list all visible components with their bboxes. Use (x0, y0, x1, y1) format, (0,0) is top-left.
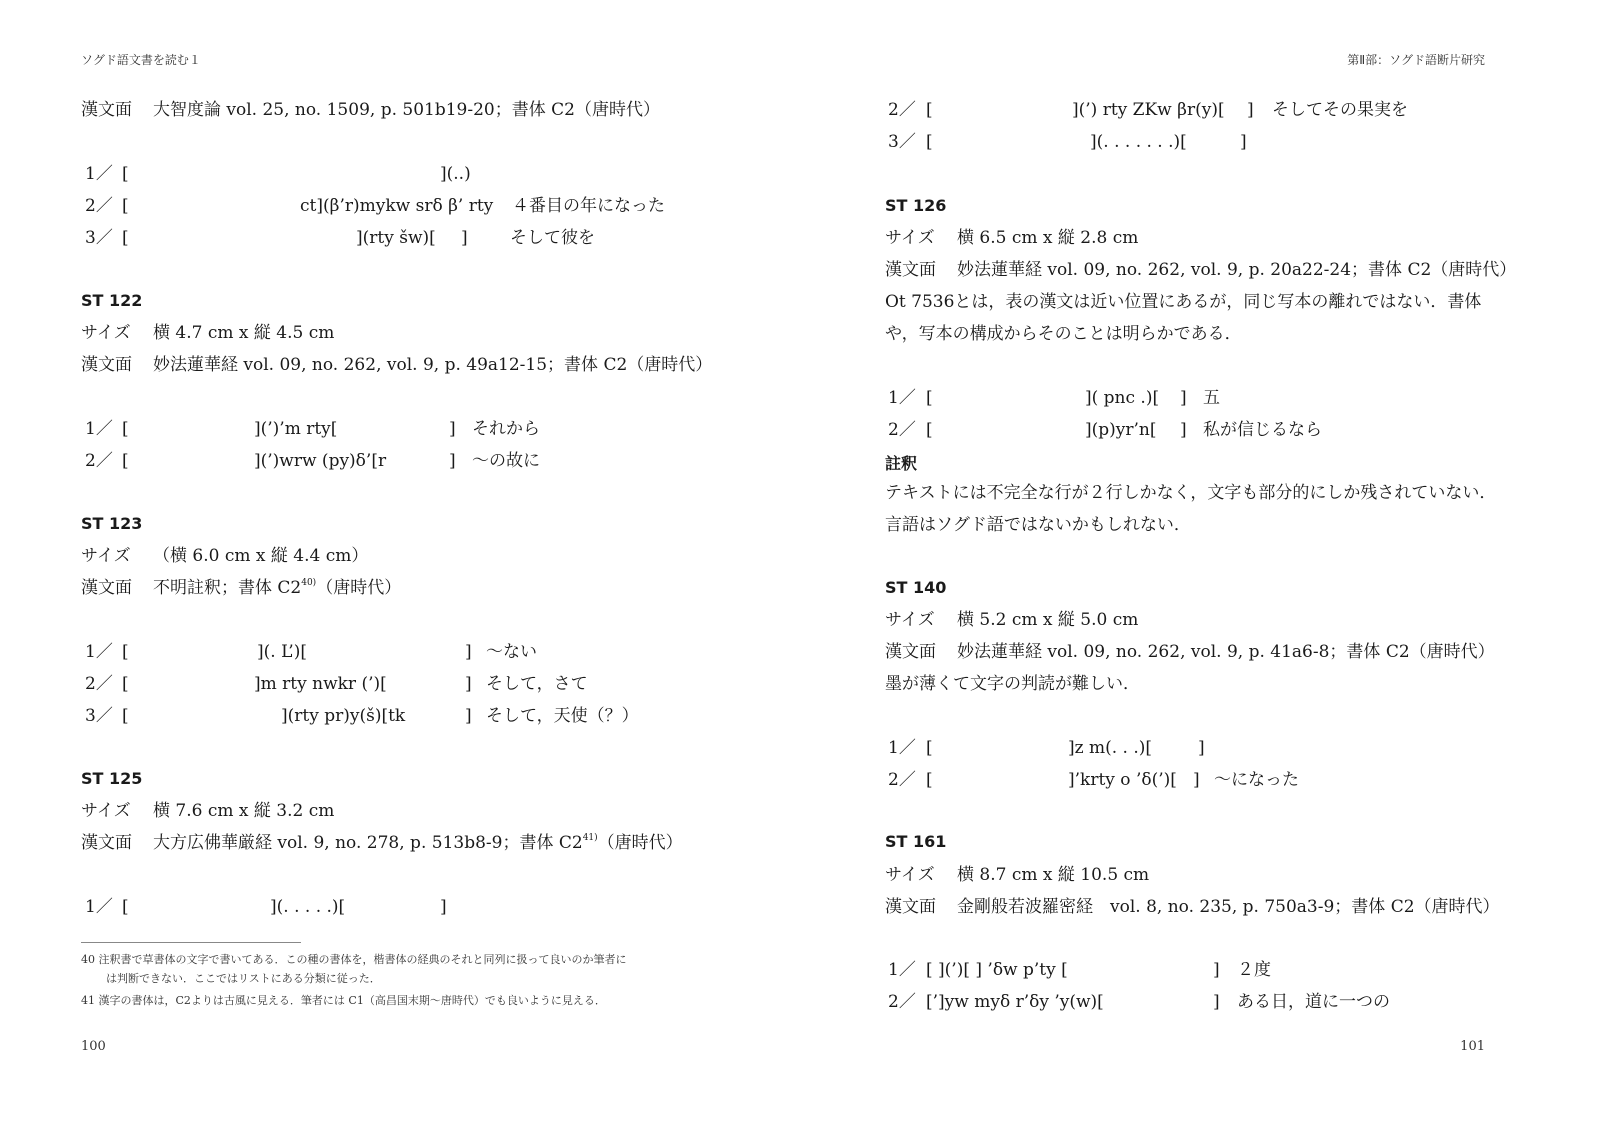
size-line (81, 545, 368, 567)
footnote-40-continued: は判断できない．ここではリストにある分類に従った． (106, 972, 381, 985)
page-number-right: 101 (1460, 1039, 1485, 1054)
sogdian-text: ](. . . . . . .)[ (1090, 132, 1187, 152)
footnote-ref: 41) (582, 833, 598, 843)
top-source-line (81, 99, 660, 121)
section-heading-st125: ST 125 (81, 769, 143, 788)
sogdian-text: ct](β’r)mykw srδ β’ rty (300, 196, 494, 216)
source-line (81, 832, 683, 854)
size-line (885, 864, 1149, 886)
section-heading-st122: ST 122 (81, 291, 143, 310)
footnote-ref: 40) (301, 578, 317, 588)
line-number: 1／ (85, 164, 113, 184)
sogdian-text: ](p)yr’n[ (1085, 420, 1157, 440)
japanese-translation: ４番目の年になった (512, 196, 665, 216)
line-close-bracket: ] (449, 451, 456, 471)
japanese-translation: そしてその果実を (1272, 100, 1408, 120)
line-open-bracket: [ (122, 897, 129, 917)
size-value: 横 8.7 cm x 縦 10.5 cm (957, 865, 1150, 885)
japanese-translation: そして，さて (486, 674, 588, 694)
sogdian-text: ]( pnc .)[ (1085, 388, 1160, 408)
sogdian-text: [’]yw myδ r’δy ’y(w)[ (926, 992, 1104, 1012)
line-number: 3／ (888, 132, 916, 152)
line-close-bracket: ] (465, 706, 472, 726)
line-open-bracket: [ (122, 706, 129, 726)
footnote-40: 40 注釈書で草書体の文字で書いてある．この種の書体を，楷書体の経典のそれと同列に扱って良いのか筆者に (81, 953, 627, 966)
source-value: 妙法蓮華経 vol. 09, no. 262, vol. 9, p. 41a6-8；書体 C2（唐時代） (957, 642, 1495, 662)
line-close-bracket: ] (1240, 132, 1247, 152)
line-open-bracket: [ (122, 642, 129, 662)
line-close-bracket: ] (465, 642, 472, 662)
source-line (885, 896, 1500, 918)
source-era: （唐時代） (597, 833, 683, 853)
note-line: 言語はソグド語ではないかもしれない． (885, 515, 1191, 535)
sogdian-text: ](rty šw)[ (356, 228, 436, 248)
sogdian-text: ](..) (440, 164, 471, 184)
line-open-bracket: [ (122, 228, 129, 248)
japanese-translation: ～ない (486, 642, 537, 662)
line-close-bracket: ] (1213, 992, 1220, 1012)
size-value: 横 6.5 cm x 縦 2.8 cm (957, 228, 1139, 248)
source-value: 大方広佛華厳経 vol. 9, no. 278, p. 513b8-9；書体 C2 (153, 833, 583, 853)
running-head-left: ソグド語文書を読む１ (81, 53, 201, 67)
source-era: （唐時代） (316, 578, 402, 598)
size-label: サイズ (885, 865, 935, 885)
source-label: 漢文面 (81, 100, 132, 120)
japanese-translation: それから (472, 419, 540, 439)
source-line (885, 259, 1516, 281)
size-label: サイズ (885, 610, 935, 630)
section-heading-st140: ST 140 (885, 578, 947, 597)
line-open-bracket: [ (926, 132, 933, 152)
line-number: 1／ (888, 960, 916, 980)
source-label: 漢文面 (81, 833, 132, 853)
note-line: テキストには不完全な行が２行しかなく，文字も部分的にしか残されていない． (885, 483, 1497, 503)
line-open-bracket: [ (926, 388, 933, 408)
note-heading: 註釈 (885, 454, 918, 473)
japanese-translation: そして，天使（？） (486, 706, 639, 726)
size-label: サイズ (81, 801, 131, 821)
source-value: 不明註釈；書体 C2 (153, 578, 302, 598)
source-line (885, 641, 1495, 663)
line-number: 2／ (888, 100, 916, 120)
sogdian-text: ](. . . . .)[ (270, 897, 346, 917)
line-number: 2／ (888, 992, 916, 1012)
line-open-bracket: [ (926, 770, 933, 790)
sogdian-text: ]m rty nwkr (’)[ (254, 674, 387, 694)
line-number: 2／ (85, 196, 113, 216)
line-number: 2／ (888, 420, 916, 440)
size-label: サイズ (81, 546, 131, 566)
running-head-right: 第Ⅱ部：ソグド語断片研究 (1347, 53, 1485, 67)
line-close-bracket: ] (1193, 770, 1200, 790)
size-line (81, 322, 334, 344)
source-value: 金剛般若波羅密経 vol. 8, no. 235, p. 750a3-9；書体 C2（唐時代） (957, 897, 1500, 917)
footnote-rule (81, 942, 301, 943)
japanese-translation: そして彼を (510, 228, 595, 248)
sogdian-text: ](’)’m rty[ (254, 419, 338, 439)
line-open-bracket: [ (926, 420, 933, 440)
line-close-bracket: ] (1180, 388, 1187, 408)
line-number: 2／ (888, 770, 916, 790)
line-number: 1／ (85, 897, 113, 917)
source-label: 漢文面 (885, 897, 936, 917)
japanese-translation: ２度 (1237, 960, 1271, 980)
sogdian-text: [ ](’)[ ] ’δw p’ty [ (926, 960, 1068, 980)
source-value: 妙法蓮華経 vol. 09, no. 262, vol. 9, p. 20a22-24；書体 C2（唐時代） (957, 260, 1517, 280)
source-label: 漢文面 (81, 355, 132, 375)
japanese-translation: 私が信じるなら (1203, 420, 1322, 440)
source-line (81, 577, 401, 599)
line-number: 1／ (888, 738, 916, 758)
size-line (885, 227, 1138, 249)
size-value: 横 5.2 cm x 縦 5.0 cm (957, 610, 1139, 630)
section-heading-st126: ST 126 (885, 196, 947, 215)
line-open-bracket: [ (122, 674, 129, 694)
page-number-left: 100 (81, 1039, 106, 1054)
line-number: 1／ (888, 388, 916, 408)
line-close-bracket: ] (461, 228, 468, 248)
source-label: 漢文面 (885, 642, 936, 662)
footnote-41: 41 漢字の書体は，C2よりは古風に見える．筆者には C1（高昌国末期～唐時代）でも良いように見える． (81, 994, 606, 1007)
japanese-translation: ～になった (1214, 770, 1299, 790)
description-line: Ot 7536とは，表の漢文は近い位置にあるが，同じ写本の離れではない．書体 (885, 292, 1482, 312)
line-open-bracket: [ (122, 451, 129, 471)
section-heading-st161: ST 161 (885, 832, 947, 851)
line-close-bracket: ] (1198, 738, 1205, 758)
size-label: サイズ (885, 228, 935, 248)
line-number: 3／ (85, 706, 113, 726)
japanese-translation: ～の故に (472, 451, 540, 471)
line-close-bracket: ] (1247, 100, 1254, 120)
size-value: （横 6.0 cm x 縦 4.4 cm） (153, 546, 369, 566)
sogdian-text: ]’krty o ’δ(’)[ (1068, 770, 1177, 790)
line-open-bracket: [ (926, 100, 933, 120)
right-page (800, 0, 1600, 1121)
size-value: 横 7.6 cm x 縦 3.2 cm (153, 801, 335, 821)
section-heading-st123: ST 123 (81, 514, 143, 533)
source-line (81, 354, 712, 376)
line-number: 1／ (85, 419, 113, 439)
line-close-bracket: ] (465, 674, 472, 694)
size-value: 横 4.7 cm x 縦 4.5 cm (153, 323, 335, 343)
line-number: 1／ (85, 642, 113, 662)
description-line: や，写本の構成からそのことは明らかである． (885, 324, 1242, 344)
sogdian-text: ](rty pr)y(š)[tk (281, 706, 406, 726)
sogdian-text: ]z m(. . .)[ (1068, 738, 1153, 758)
size-label: サイズ (81, 323, 131, 343)
source-label: 漢文面 (81, 578, 132, 598)
line-open-bracket: [ (122, 164, 129, 184)
size-line (81, 800, 334, 822)
sogdian-text: ](’) rty ZKw βr(y)[ (1072, 100, 1225, 120)
source-value: 大智度論 vol. 25, no. 1509, p. 501b19-20；書体 C2（唐時代） (153, 100, 660, 120)
japanese-translation: 五 (1203, 388, 1220, 408)
sogdian-text: ](’)wrw (py)δ’[r (254, 451, 387, 471)
size-line (885, 609, 1138, 631)
line-number: 2／ (85, 674, 113, 694)
source-value: 妙法蓮華経 vol. 09, no. 262, vol. 9, p. 49a12-15；書体 C2（唐時代） (153, 355, 713, 375)
line-number: 3／ (85, 228, 113, 248)
line-close-bracket: ] (1180, 420, 1187, 440)
line-open-bracket: [ (122, 196, 129, 216)
line-open-bracket: [ (926, 738, 933, 758)
description-line: 墨が薄くて文字の判読が難しい． (885, 674, 1140, 694)
line-number: 2／ (85, 451, 113, 471)
line-open-bracket: [ (122, 419, 129, 439)
source-label: 漢文面 (885, 260, 936, 280)
line-close-bracket: ] (1213, 960, 1220, 980)
line-close-bracket: ] (449, 419, 456, 439)
sogdian-text: ](. L’)[ (257, 642, 307, 662)
line-close-bracket: ] (440, 897, 447, 917)
japanese-translation: ある日，道に一つの (1237, 992, 1390, 1012)
